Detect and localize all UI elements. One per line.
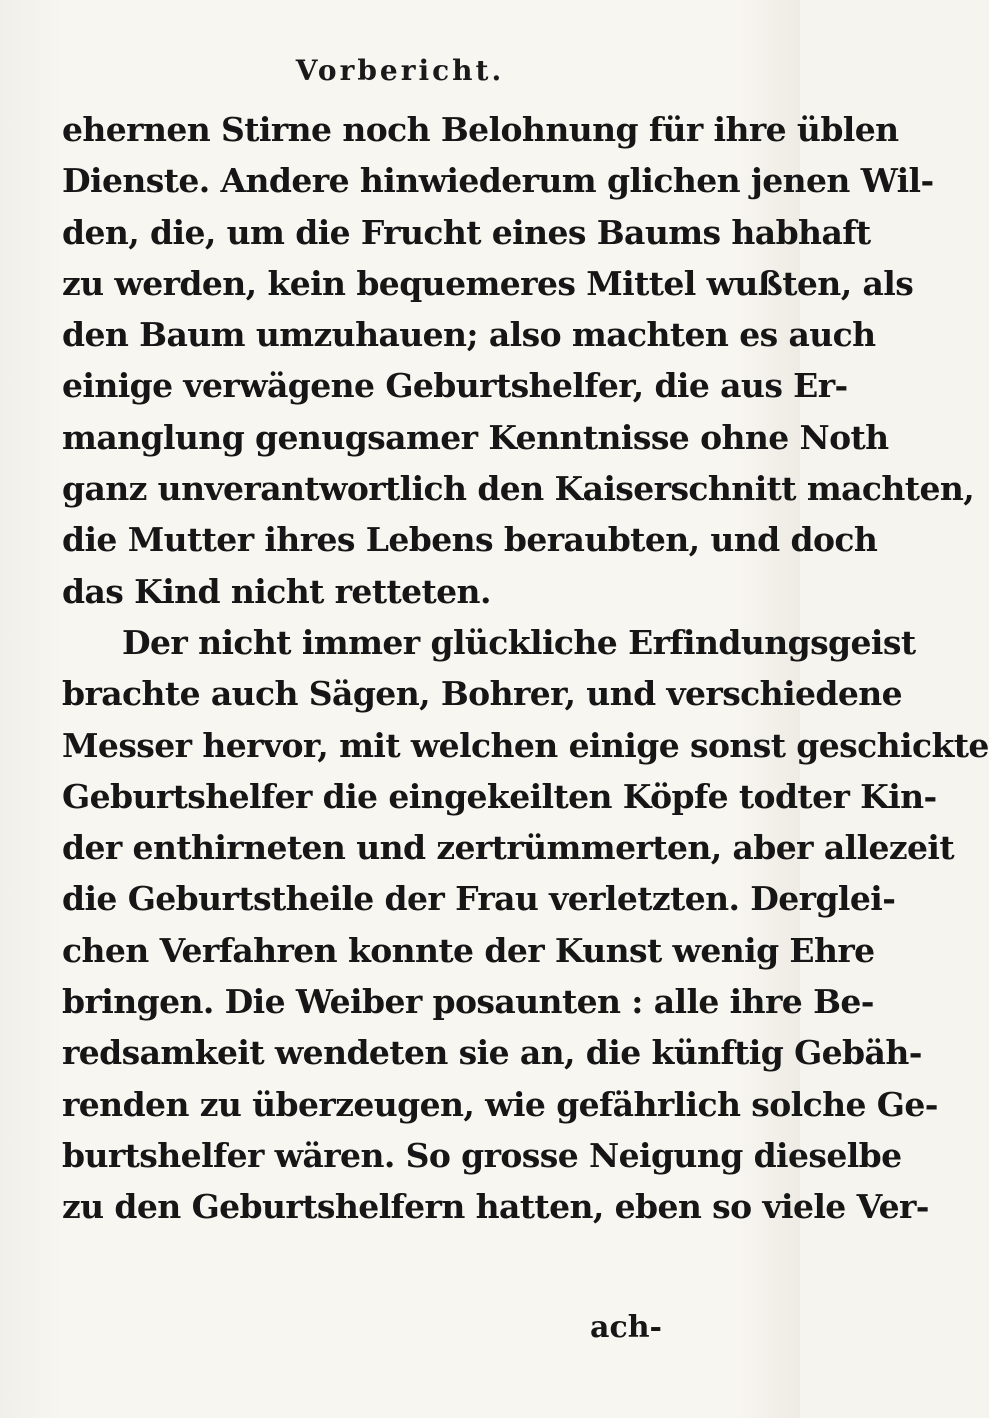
text-line: Messer hervor, mit welchen einige sonst geschickte bbox=[62, 725, 989, 765]
text-line: ganz unverantwortlich den Kaiserschnitt machten, bbox=[62, 469, 975, 509]
text-line: redsamkeit wendeten sie an, die künftig Gebäh- bbox=[62, 1033, 922, 1073]
text-line: die Geburtstheile der Frau verletzten. Derglei- bbox=[62, 879, 896, 919]
text-line: die Mutter ihres Lebens beraubten, und doch bbox=[62, 520, 878, 560]
text-line: zu den Geburtshelfern hatten, eben so viele Ver- bbox=[62, 1187, 929, 1227]
text-line: einige verwägene Geburtshelfer, die aus Er- bbox=[62, 366, 848, 406]
text-line: brachte auch Sägen, Bohrer, und verschiedene bbox=[62, 674, 903, 714]
catchword: ach- bbox=[590, 1310, 662, 1345]
text-line: den Baum umzuhauen; also machten es auch bbox=[62, 315, 876, 355]
text-line: burtshelfer wären. So grosse Neigung dieselbe bbox=[62, 1135, 902, 1175]
text-line: ehernen Stirne noch Belohnung für ihre üblen bbox=[62, 110, 899, 149]
body-text bbox=[62, 104, 989, 1233]
text-line: der enthirneten und zertrümmerten, aber allezeit bbox=[62, 828, 955, 868]
text-line: renden zu überzeugen, wie gefährlich solche Ge- bbox=[62, 1084, 938, 1124]
running-head: Vorbericht. bbox=[295, 54, 505, 87]
text-line: Geburtshelfer die eingekeilten Köpfe todter Kin- bbox=[62, 776, 937, 816]
text-line: das Kind nicht retteten. bbox=[62, 571, 491, 611]
text-line: manglung genugsamer Kenntnisse ohne Noth bbox=[62, 417, 889, 457]
text-line: Der nicht immer glückliche Erfindungsgeist bbox=[122, 622, 916, 662]
text-line: Dienste. Andere hinwiederum glichen jenen Wil- bbox=[62, 161, 934, 201]
text-line: chen Verfahren konnte der Kunst wenig Ehre bbox=[62, 930, 875, 970]
text-line: den, die, um die Frucht eines Baums habhaft bbox=[62, 212, 871, 252]
text-line: bringen. Die Weiber posaunten : alle ihre Be- bbox=[62, 982, 874, 1022]
text-line: zu werden, kein bequemeres Mittel wußten, als bbox=[62, 263, 914, 303]
